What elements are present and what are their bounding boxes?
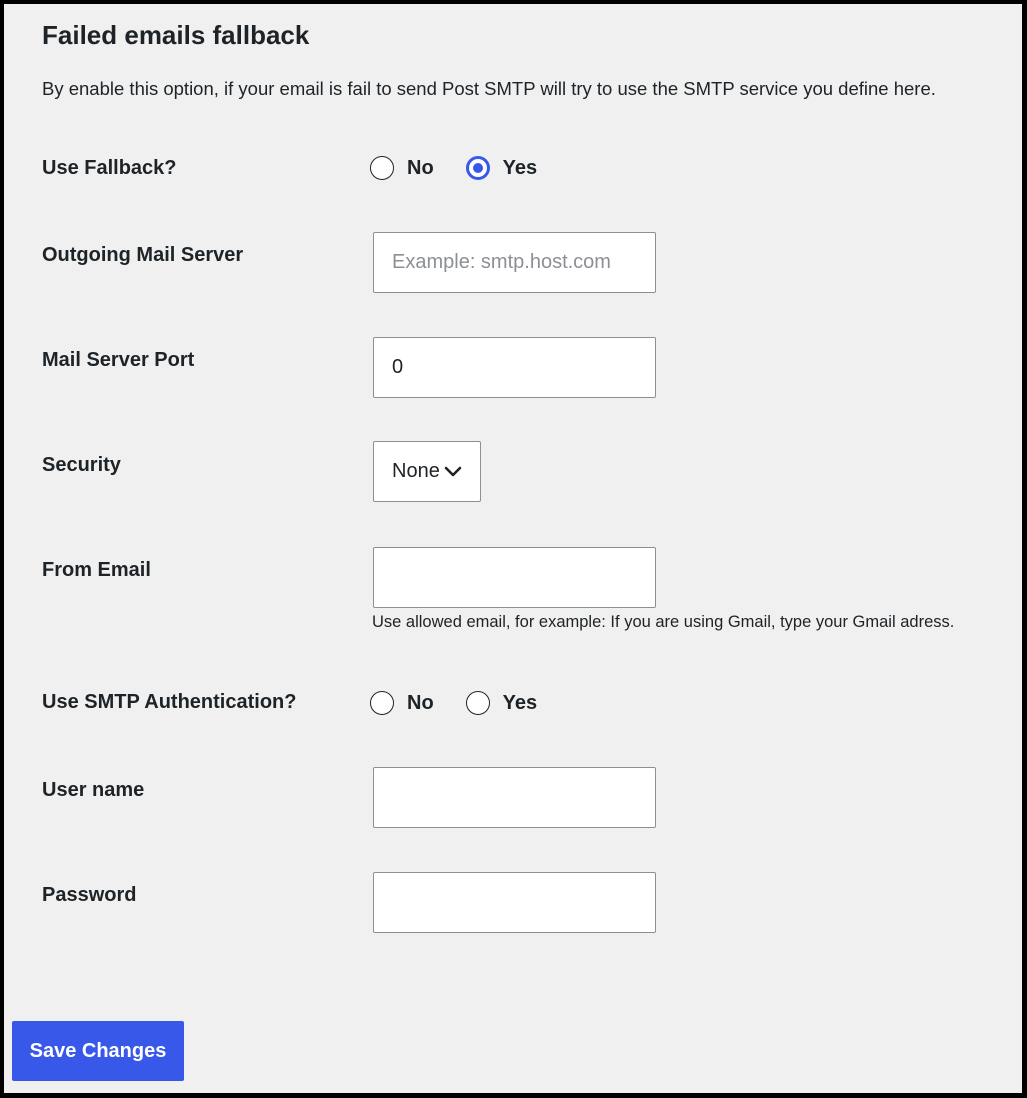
section-description: By enable this option, if your email is fail to send Post SMTP will try to use the SMTP service you define here. [42, 78, 936, 99]
user-name-input[interactable] [373, 767, 656, 828]
mail-server-port-input[interactable] [373, 337, 656, 398]
use-fallback-yes-radio[interactable] [466, 156, 490, 180]
outgoing-mail-server-input[interactable] [373, 232, 656, 293]
use-fallback-radio-group [370, 153, 537, 183]
use-fallback-label: Use Fallback? [42, 157, 177, 179]
from-email-input[interactable] [373, 547, 656, 608]
chevron-down-icon [444, 466, 462, 478]
password-label: Password [42, 884, 137, 906]
section-title: Failed emails fallback [42, 20, 310, 50]
settings-panel [4, 4, 1022, 1093]
security-label: Security [42, 454, 121, 476]
use-smtp-auth-option-yes[interactable] [466, 690, 537, 716]
security-select[interactable] [373, 441, 481, 502]
from-email-hint: Use allowed email, for example: If you are using Gmail, type your Gmail adress. [372, 613, 955, 631]
use-smtp-auth-no-radio[interactable] [370, 691, 394, 715]
use-smtp-auth-option-no[interactable] [370, 690, 434, 716]
from-email-label: From Email [42, 559, 151, 581]
use-fallback-option-yes[interactable] [466, 155, 537, 181]
use-fallback-yes-label[interactable]: Yes [502, 157, 538, 179]
mail-server-port-label: Mail Server Port [42, 349, 195, 371]
use-smtp-auth-yes-radio[interactable] [466, 691, 490, 715]
use-smtp-auth-yes-label[interactable]: Yes [502, 692, 538, 714]
use-fallback-no-label[interactable]: No [407, 157, 434, 179]
outgoing-mail-server-label: Outgoing Mail Server [42, 244, 244, 266]
use-fallback-no-radio[interactable] [370, 156, 394, 180]
user-name-label: User name [42, 779, 145, 801]
use-smtp-auth-radio-group [370, 688, 537, 718]
use-smtp-auth-no-label[interactable]: No [407, 692, 434, 714]
security-selected-value: None [392, 460, 440, 482]
save-changes-button[interactable]: Save Changes [12, 1021, 184, 1081]
password-input[interactable] [373, 872, 656, 933]
use-fallback-option-no[interactable] [370, 155, 434, 181]
use-smtp-auth-label: Use SMTP Authentication? [42, 691, 297, 713]
